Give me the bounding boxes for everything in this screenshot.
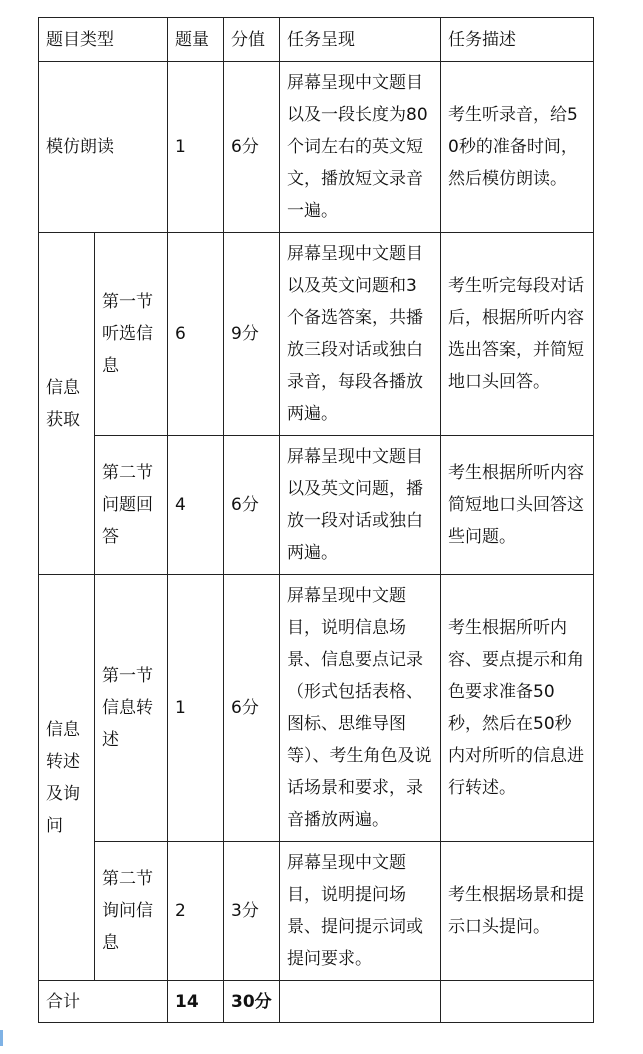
table-row [39, 575, 594, 842]
type-cell: 模仿朗读 [39, 62, 168, 233]
presentation-cell: 屏幕呈现中文题目以及一段长度为80个词左右的英文短文，播放短文录音一遍。 [280, 62, 441, 233]
count-cell: 2 [168, 842, 224, 981]
count-cell: 1 [168, 575, 224, 842]
header-score: 分值 [224, 18, 280, 62]
presentation-cell: 屏幕呈现中文题目以及英文问题和3个备选答案，共播放三段对话或独白录音，每段各播放两遍。 [280, 233, 441, 436]
description-cell: 考生根据所听内容简短地口头回答这些问题。 [441, 436, 594, 575]
table-row [39, 233, 594, 436]
header-count: 题量 [168, 18, 224, 62]
total-score: 30分 [224, 981, 280, 1023]
score-cell: 9分 [224, 233, 280, 436]
count-cell: 4 [168, 436, 224, 575]
description-cell: 考生听录音，给50秒的准备时间，然后模仿朗读。 [441, 62, 594, 233]
group-label: 信息获取 [39, 233, 95, 575]
total-count: 14 [168, 981, 224, 1023]
presentation-cell: 屏幕呈现中文题目以及英文问题，播放一段对话或独白两遍。 [280, 436, 441, 575]
header-presentation: 任务呈现 [280, 18, 441, 62]
count-cell: 1 [168, 62, 224, 233]
score-cell: 3分 [224, 842, 280, 981]
score-cell: 6分 [224, 436, 280, 575]
section-name: 第二节问题回答 [95, 436, 168, 575]
score-cell: 6分 [224, 62, 280, 233]
description-cell: 考生根据所听内容、要点提示和角色要求准备50秒，然后在50秒内对所听的信息进行转述。 [441, 575, 594, 842]
exam-structure-table [38, 17, 594, 1023]
header-row [39, 18, 594, 62]
description-cell: 考生根据场景和提示口头提问。 [441, 842, 594, 981]
presentation-cell: 屏幕呈现中文题目，说明信息场景、信息要点记录（形式包括表格、图标、思维导图等）、考生角色及说话场景和要求，录音播放两遍。 [280, 575, 441, 842]
count-cell: 6 [168, 233, 224, 436]
empty-cell [280, 981, 441, 1023]
section-name: 第一节听选信息 [95, 233, 168, 436]
edge-marker [0, 1030, 3, 1046]
score-cell: 6分 [224, 575, 280, 842]
table-row [39, 842, 594, 981]
presentation-cell: 屏幕呈现中文题目，说明提问场景、提问提示词或提问要求。 [280, 842, 441, 981]
section-name: 第一节信息转述 [95, 575, 168, 842]
header-type: 题目类型 [39, 18, 168, 62]
total-label: 合计 [39, 981, 168, 1023]
description-cell: 考生听完每段对话后，根据所听内容选出答案，并简短地口头回答。 [441, 233, 594, 436]
group-label: 信息转述及询问 [39, 575, 95, 981]
total-row [39, 981, 594, 1023]
header-description: 任务描述 [441, 18, 594, 62]
section-name: 第二节询问信息 [95, 842, 168, 981]
table-row [39, 62, 594, 233]
empty-cell [441, 981, 594, 1023]
table-row [39, 436, 594, 575]
